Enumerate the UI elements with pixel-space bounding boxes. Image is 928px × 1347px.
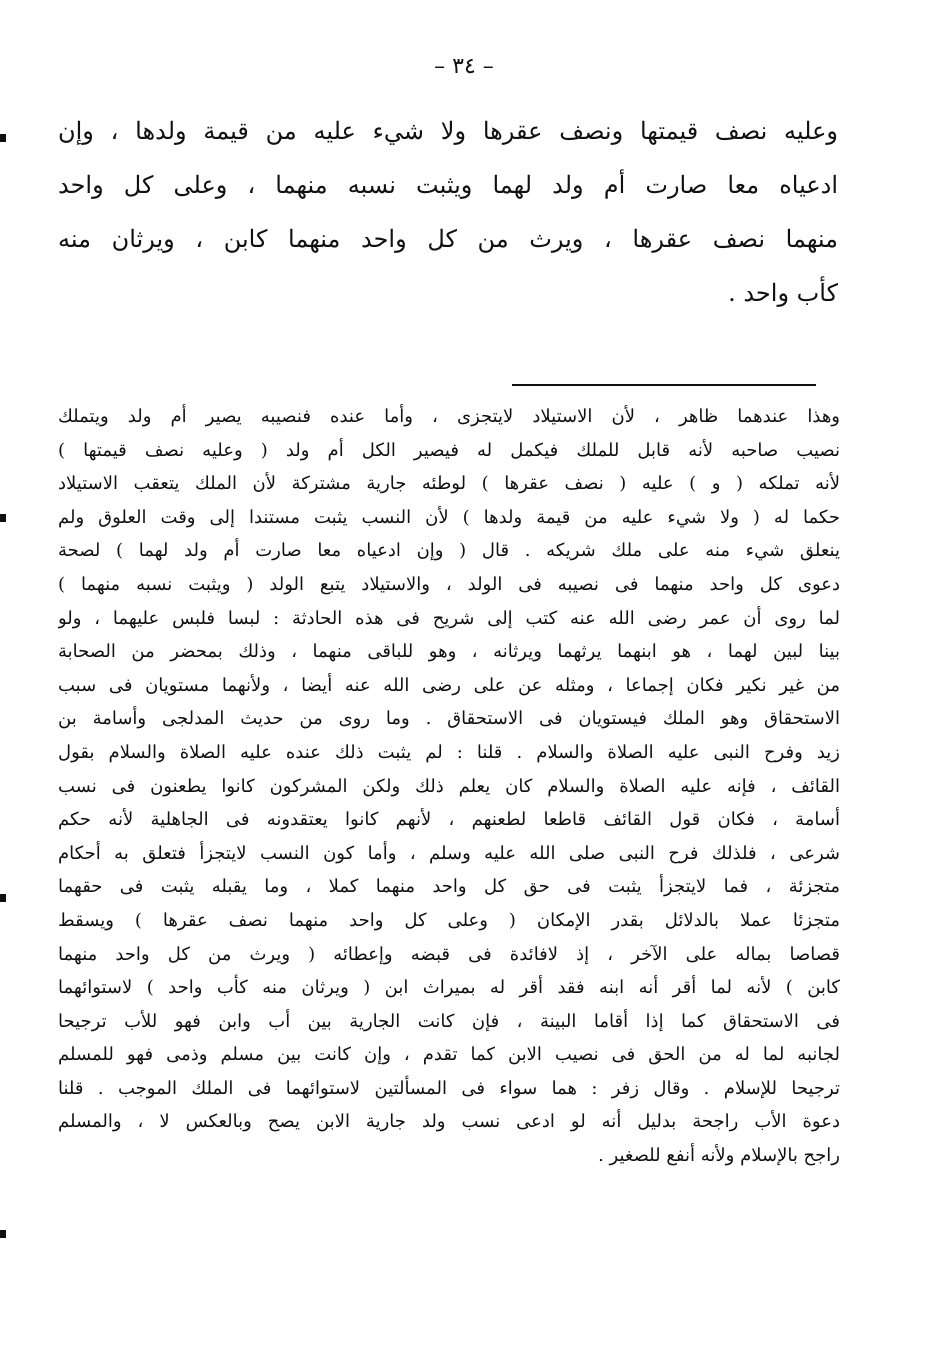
commentary-line: كابن ) لأنه لما أقر أنه ابنه فقد أقر له بميراث ابن ( ويرثان منه كأب واحد ) لاستوائهما — [58, 977, 840, 999]
commentary-line: الاستحقاق وهو الملك فيستويان فى الاستحقاق . وما روى من حديث المدلجى وأسامة بن — [58, 708, 840, 730]
commentary-line: متجزئا عملا بالدلائل بقدر الإمكان ( وعلى كل واحد منهما نصف عقرها ) ويسقط — [58, 909, 840, 931]
scan-edge-mark — [0, 894, 6, 902]
commentary-line: لما روى أن عمر رضى الله عنه كتب إلى شريح فى هذه الحادثة : لبسا فلبس عليهما ، ولو — [58, 607, 840, 629]
commentary-line: القائف ، فإنه عليه الصلاة والسلام كان يعلم ذلك ولكن المشركون كانوا يطعنون فى نسب — [58, 775, 840, 797]
main-text-line: ادعياه معا صارت أم ولد لهما ويثبت نسبه منهما ، وعلى كل واحد — [58, 171, 838, 199]
main-text-line: كأب واحد . — [728, 279, 838, 307]
commentary-line: دعوة الأب راجحة بدليل أنه لو ادعى نسب ولد جارية الابن يصح وبالعكس لا ، والمسلم — [58, 1111, 840, 1133]
scan-edge-mark — [0, 134, 6, 142]
commentary-line: لأنه تملكه ( و ) عليه ( نصف عقرها ) لوطئه جارية مشتركة لأن الملك يتعقب الاستيلاد — [58, 473, 840, 495]
commentary-line: قصاصا بماله على الآخر ، إذ لافائدة فى قبضه وإعطائه ( ويرث من كل واحد منهما — [58, 943, 840, 965]
scan-edge-mark — [0, 514, 6, 522]
commentary-line: نصيب صاحبه لأنه قابل للملك فيكمل له فيصير الكل أم ولد ( وعليه نصف قيمتها ) — [58, 439, 840, 461]
commentary-line: حكما له ( ولا شيء عليه من قيمة ولدها ) لأن النسب يثبت مستندا إلى وقت العلوق ولم — [58, 506, 840, 528]
commentary-line: ترجيحا للإسلام . وقال زفر : هما سواء فى المسألتين لاستوائهما فى الملك الموجب . قلنا — [58, 1077, 840, 1099]
commentary-line: فى الاستحقاق كما إذا أقاما البينة ، فإن كانت الجارية بين أب وابن فهو للأب ترجيحا — [58, 1010, 840, 1032]
commentary-line: أسامة ، فكان قول القائف قاطعا لطعنهم ، لأنهم كانوا يعتقدونه فى الجاهلية لأنه حكم — [58, 809, 840, 831]
main-text-line: وعليه نصف قيمتها ونصف عقرها ولا شيء عليه من قيمة ولدها ، وإن — [58, 117, 838, 145]
commentary-line: زيد وفرح النبى عليه الصلاة والسلام . قلنا : لم يثبت ذلك عنده عليه الصلاة والسلام بقول — [58, 741, 840, 763]
commentary-line: بينا لبين لهما ، هو ابنهما يرثهما ويرثانه ، وهو للباقى منهما ، وذلك بمحضر من الصحابة — [58, 641, 840, 663]
commentary-line: متجزئة ، فما لايتجزأ يثبت فى حق كل واحد منهما كملا ، وما يقبله يثبت فى حقهما — [58, 876, 840, 898]
commentary-line: ينعلق شيء منه على ملك شريكه . قال ( وإن ادعياه معا صارت أم ولد لهما ) لصحة — [58, 540, 840, 562]
main-text-block — [58, 104, 838, 320]
commentary-line: من غير نكير فكان إجماعا ، ومثله عن على رضى الله عنه أيضا ، ولأنهما مستويان فى سبب — [58, 674, 840, 696]
commentary-line: وهذا عندهما ظاهر ، لأن الاستيلاد لايتجزى ، وأما عنده فنصيبه يصير أم ولد ويتملك — [58, 406, 840, 427]
commentary-line: راجح بالإسلام ولأنه أنفع للصغير . — [598, 1145, 840, 1167]
scan-edge-mark — [0, 1230, 6, 1238]
commentary-line: دعوى كل واحد منهما فى نصيبه فى الولد ، والاستيلاد يتبع الولد ( ويثبت نسبه منهما ) — [58, 573, 840, 595]
main-text-line: منهما نصف عقرها ، ويرث من كل واحد منهما كابن ، ويرثان منه — [58, 225, 838, 253]
footnote-separator-rule — [512, 384, 816, 386]
commentary-block — [58, 400, 840, 1173]
commentary-line: لجانبه لما له من الحق فى نصيب الابن كما تقدم ، وإن كانت بين مسلم وذمى فهو للمسلم — [58, 1044, 840, 1066]
commentary-line: شرعى ، فلذلك فرح النبى صلى الله عليه وسلم ، وأما كون النسب لايتجزأ فتعلق به أحكام — [58, 842, 840, 864]
page-number: – ٣٤ – — [434, 54, 494, 79]
